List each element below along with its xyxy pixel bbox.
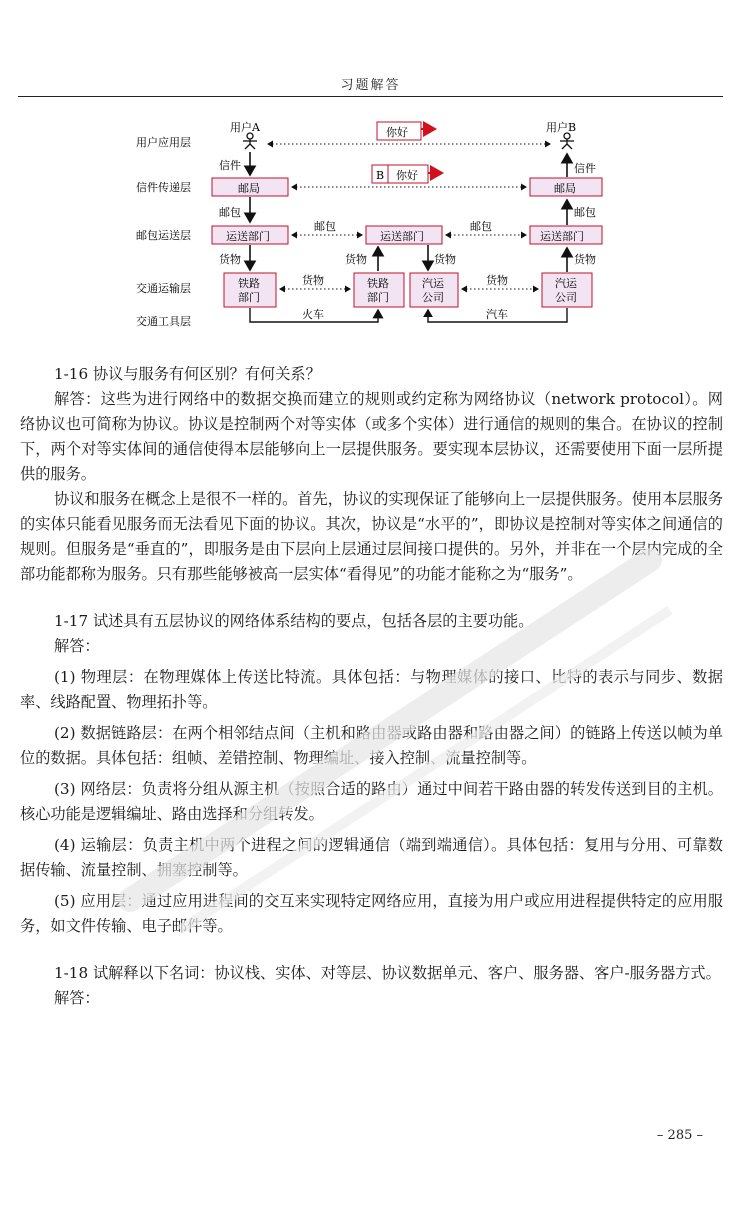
goods-label-3: 货物 — [434, 253, 456, 266]
answer-1-16-p2: 协议和服务在概念上是很不一样的。首先，协议的实现保证了能够向上一层提供服务。使用本层服务的实体只能看见服务而无法看见下面的协议。其次，协议是“水平的”，即协议是控制对等实体之间通信的规则。但服务是“垂直的”，即服务是由下层向上层通过层间接口提供的。另外，并非在一个层内完成的全部功能都称为服务。只有那些能够被高一层实体“看得见”的功能才能称之为“服务”。 — [20, 490, 723, 583]
layer-label-transport: 交通运输层 — [136, 282, 191, 295]
railway-right-line2: 部门 — [367, 291, 389, 304]
transport-dept-left-label: 运送部门 — [226, 230, 270, 243]
bus-right-line1: 汽运 — [555, 277, 577, 290]
parcel-link-label-2: 邮包 — [470, 220, 492, 233]
answer-1-17-application: (5) 应用层：通过应用进程间的交互来实现特定网络应用，直接为用户或应用进程提供特定的应用服务，如文件传输、电子邮件等。 — [20, 892, 723, 935]
railway-right-line1: 铁路 — [367, 277, 389, 290]
answer-1-17-network: (3) 网络层：负责将分组从源主机（按照合适的路由）通过中间若干路由器的转发传送到目的主机。核心功能是逻辑编址、路由选择和分组转发。 — [20, 780, 723, 823]
railway-left-line2: 部门 — [238, 291, 260, 304]
goods-label-4: 货物 — [574, 253, 596, 266]
bus-left-line2: 公司 — [422, 291, 444, 304]
transport-dept-mid-label: 运送部门 — [380, 230, 424, 243]
envelope-hello: 你好 — [396, 169, 418, 182]
parcel-link-label-1: 邮包 — [314, 220, 336, 233]
goods-link-label-1: 货物 — [302, 274, 324, 287]
layer-label-application: 用户应用层 — [136, 136, 191, 149]
answer-1-17-transport: (4) 运输层：负责主机中两个进程之间的逻辑通信（端到端通信）。具体包括：复用与分用、可靠数据传输、流量控制、拥塞控制等。 — [20, 836, 723, 879]
parcel-label-right: 邮包 — [574, 206, 596, 219]
car-label: 汽车 — [486, 308, 508, 321]
envelope-b: B — [376, 169, 385, 182]
parcel-label-left: 邮包 — [219, 206, 241, 219]
goods-label-1: 货物 — [219, 253, 241, 266]
user-b-icon — [560, 133, 574, 149]
post-office-left-label: 邮局 — [238, 182, 260, 195]
question-1-17: 1-17 试述具有五层协议的网络体系结构的要点，包括各层的主要功能。 — [54, 612, 534, 630]
layer-diagram — [130, 112, 610, 332]
answer-1-17-physical: (1) 物理层：在物理媒体上传送比特流。具体包括：与物理媒体的接口、比特的表示与同步、数据率、线路配置、物理拓扑等。 — [20, 668, 723, 711]
user-a-icon — [243, 133, 257, 149]
transport-dept-right-label: 运送部门 — [540, 230, 584, 243]
question-1-16: 1-16 协议与服务有何区别？有何关系？ — [54, 365, 321, 383]
answer-1-16-p1: 解答：这些为进行网络中的数据交换而建立的规则或约定称为网络协议（network protocol）。网络协议也可简称为协议。协议是控制两个对等实体（或多个实体）进行通信的规则的集合。在协议的控制下，两个对等实体间的通信使得本层能够向上一层提供服务。要实现本层协议，还需要使用下面一层所提供的服务。 — [20, 390, 723, 483]
user-a-label: 用户A — [230, 121, 260, 134]
post-office-right-label: 邮局 — [554, 182, 576, 195]
train-label: 火车 — [302, 308, 324, 321]
hello-text: 你好 — [386, 126, 408, 139]
layer-label-vehicle: 交通工具层 — [136, 315, 191, 328]
letter-label-left: 信件 — [219, 159, 241, 172]
railway-left-line1: 铁路 — [238, 277, 260, 290]
answer-1-17-datalink: (2) 数据链路层：在两个相邻结点间（主机和路由器或路由器和路由器之间）的链路上传送以帧为单位的数据。具体包括：组帧、差错控制、物理编址、接入控制、流量控制等。 — [20, 724, 723, 767]
bus-right-line2: 公司 — [555, 291, 577, 304]
header-rule — [18, 96, 723, 97]
running-header: 习题解答 — [340, 78, 401, 93]
answer-1-17-intro: 解答： — [54, 637, 100, 655]
letter-label-right: 信件 — [574, 162, 596, 175]
goods-link-label-2: 货物 — [486, 274, 508, 287]
bus-left-line1: 汽运 — [422, 277, 444, 290]
goods-label-2: 货物 — [345, 253, 367, 266]
answer-1-18: 解答： — [54, 989, 100, 1007]
layer-label-letter: 信件传递层 — [136, 181, 191, 194]
page-content — [20, 362, 723, 1011]
page-number: – 285 – — [656, 1128, 703, 1143]
user-b-label: 用户B — [546, 121, 577, 134]
layer-label-parcel: 邮包运送层 — [136, 229, 191, 242]
question-1-18: 1-18 试解释以下名词：协议栈、实体、对等层、协议数据单元、客户、服务器、客户-服务器方式。 — [54, 964, 721, 982]
